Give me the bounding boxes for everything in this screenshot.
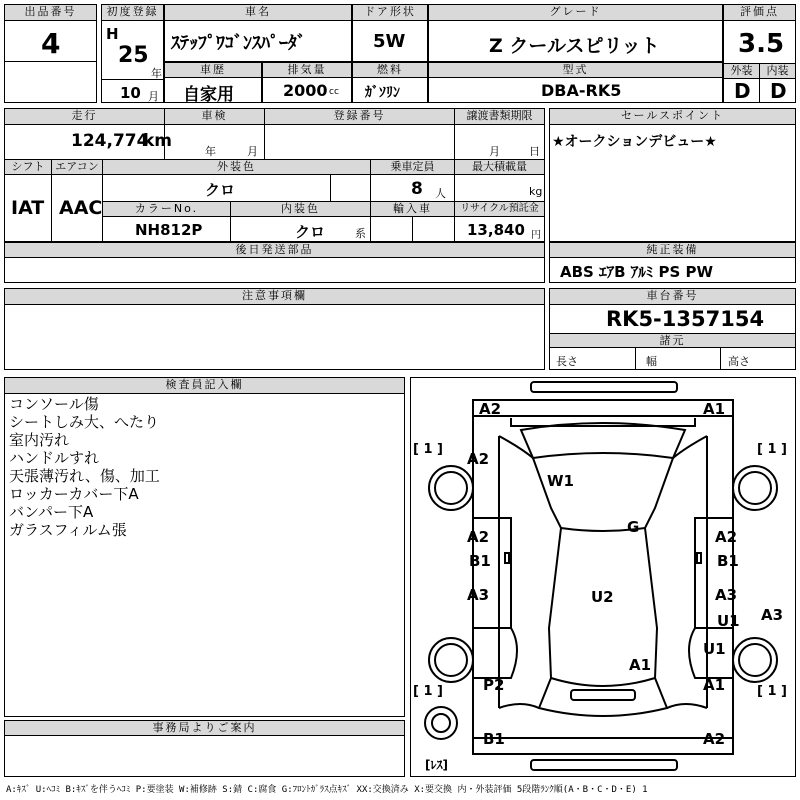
score-box: 評価点 3.5 外装 内装 D D [723,4,796,103]
grade: Z クールスピリット [489,35,660,57]
damage-mark: B1 [469,552,491,570]
era: H [106,25,119,43]
later-parts-box: 後日発送部品 [4,242,545,283]
damage-mark: A2 [703,730,726,748]
spare-tire-label: [ﾚｽ] [425,758,448,772]
color-number: NH812P [135,221,203,239]
note-line: 室内汚れ [9,431,70,449]
history-box: 車歴 自家用 [164,62,262,103]
damage-mark: A2 [467,528,490,546]
car-diagram [410,377,796,777]
fuel-box: 燃料 ｶﾞｿﾘﾝ [352,62,428,103]
score: 3.5 [738,29,785,59]
note-line: ハンドルすれ [9,449,100,467]
damage-mark: W1 [547,472,574,490]
damage-mark: B1 [483,730,505,748]
exterior-color: クロ [205,181,236,199]
lot-number: 4 [41,27,61,60]
note-line: ロッカーカバー下A [9,485,139,503]
equipment-box: 純正装備 ABS ｴｱB ｱﾙﾐ PS PW [549,242,796,283]
mileage: 124,774 [71,131,149,151]
tire-bracket: [ 1 ] [413,442,443,457]
interior-color: クロ [295,223,326,241]
caution-box: 注意事項欄 [4,288,545,370]
recycle-fee: 13,840 [467,221,525,239]
car-name: ｽﾃｯﾌﾟﾜｺﾞﾝｽﾊﾟｰﾀﾞ [171,33,306,54]
tire-bracket: [ 1 ] [413,684,443,699]
damage-mark: A2 [715,528,738,546]
chassis-number: RK5-1357154 [606,307,765,331]
damage-mark: A1 [703,676,726,694]
lot-box [4,4,97,103]
model-code: DBA-RK5 [541,81,622,100]
name-box: 車名 ｽﾃｯﾌﾟﾜｺﾞﾝｽﾊﾟｰﾀﾞ [164,4,352,62]
inspector-box: 検査員記入欄 コンソール傷 シートしみ大、へたり 室内汚れ ハンドルすれ 天張薄汚れ、傷、加工 ロッカーカバー下A バンパー下A ガラスフィルム張 [4,377,405,717]
note-line: バンパー下A [9,503,94,521]
capacity: 8 [411,179,423,199]
damage-mark: A3 [467,586,490,604]
displacement-box: 排気量 2000 cc [262,62,352,103]
inspector-notes [9,395,160,539]
reg-month: 10 [120,84,141,102]
ext-score: D [734,79,751,103]
damage-mark: P2 [483,676,505,694]
damage-mark: A1 [703,400,726,418]
registration-label: 初度登録 [102,5,163,21]
reg-year: 25 [118,43,149,68]
int-score: D [770,79,787,103]
detail-box: 走行 車検 登録番号 譲渡書類期限 124,774 km 年 月 月 日 シフト エアコン 外装色 乗車定員 最大積載量 クロ 8 人 kg IAT AAC カラーNo. 内装色 輸入車 リサイクル預託金 NH812P クロ 系 13,840 円 [4,108,545,242]
damage-mark: U1 [703,640,726,658]
note-line: コンソール傷 [9,395,99,413]
sales-point-text: ★オークションデビュー★ [552,134,717,150]
damage-mark: A3 [761,606,784,624]
damage-mark: A2 [479,400,502,418]
damage-mark: G [627,518,640,536]
note-line: 天張薄汚れ、傷、加工 [9,467,160,485]
door-box: ドア形状 5W [352,4,428,62]
aircon: AAC [59,197,103,219]
door-type: 5W [373,31,406,52]
damage-mark: A3 [715,586,738,604]
displacement: 2000 [283,81,328,100]
damage-mark: U2 [591,588,614,606]
lot-label: 出品番号 [5,5,96,21]
fuel: ｶﾞｿﾘﾝ [365,85,400,101]
damage-mark: B1 [717,552,739,570]
model-box: 型式 DBA-RK5 [428,62,723,103]
tire-bracket: [ 1 ] [757,684,787,699]
chassis-box: 車台番号 RK5-1357154 諸元 長さ 幅 高さ [549,288,796,370]
damage-mark: A2 [467,450,490,468]
equipment-text: ABS ｴｱB ｱﾙﾐ PS PW [560,263,714,281]
car-outline-svg [411,378,795,776]
damage-mark: A1 [629,656,652,674]
office-box: 事務局よりご案内 [4,720,405,777]
legend: A:ｷｽﾞ U:ﾍｺﾐ B:ｷｽﾞを伴うﾍｺﾐ P:要塗装 W:補修跡 S:錆 C:腐食 G:ﾌﾛﾝﾄｶﾞﾗｽ点ｷｽﾞ XX:交換済み X:要交換 内・外装評価 5段階ﾗﾝｸ順(A・B・C・D・E) 1 [6,785,648,795]
tire-bracket: [ 1 ] [757,442,787,457]
note-line: シートしみ大、へたり [9,413,160,431]
sales-point-box: セールスポイント ★オークションデビュー★ [549,108,796,242]
note-line: ガラスフィルム張 [9,521,127,539]
shift: IAT [11,197,45,219]
registration-box: 初度登録 H 25 年 10 月 [101,4,164,103]
grade-box: グレード Z クールスピリット [428,4,723,62]
history: 自家用 [183,85,234,105]
damage-mark: U1 [717,612,740,630]
